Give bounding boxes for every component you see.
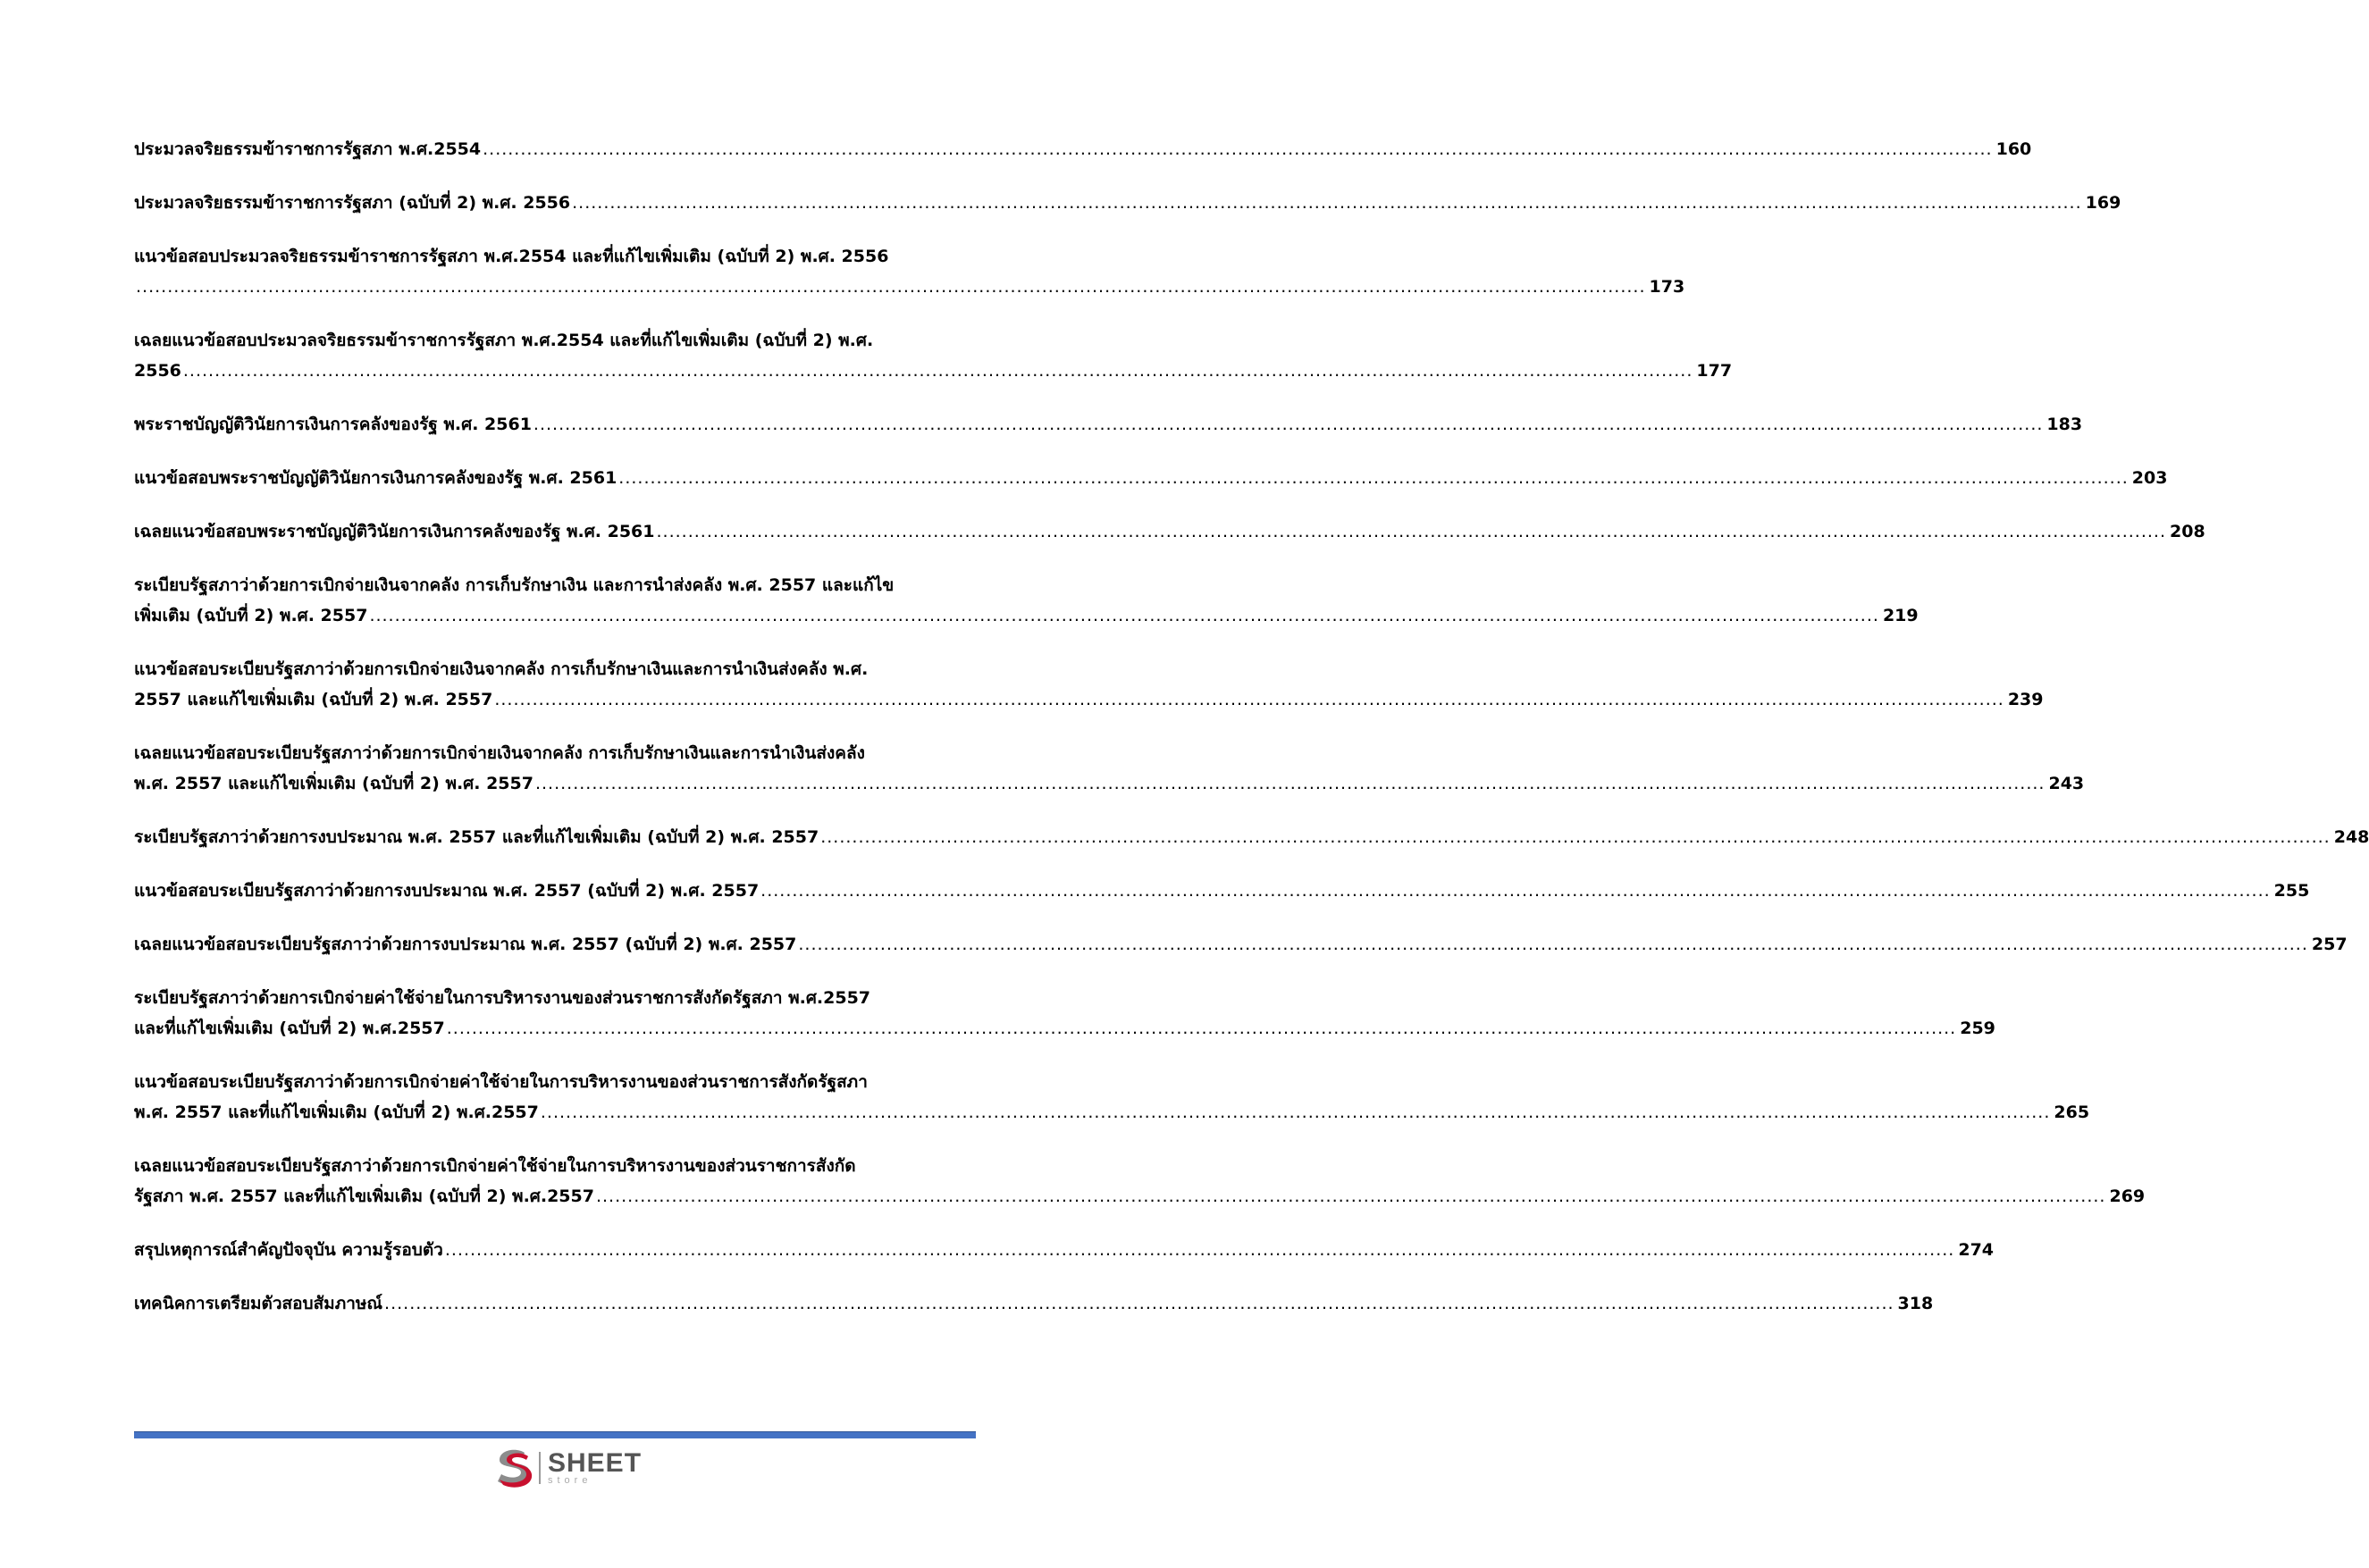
toc-entry[interactable] [134, 134, 2032, 164]
toc-page-number: 177 [1696, 361, 1733, 381]
logo-separator [539, 1452, 541, 1484]
sheet-s-logo-icon [494, 1447, 533, 1488]
toc-entry[interactable] [134, 876, 2310, 906]
toc-entry[interactable] [134, 188, 2121, 218]
dot-leader [618, 463, 2129, 493]
toc-entry[interactable] [134, 1235, 1995, 1265]
toc-entry[interactable] [134, 822, 2369, 852]
toc-entry-title-line: แนวข้อสอบระเบียบรัฐสภาว่าด้วยการเบิกจ่ายเงินจากคลัง การเก็บรักษาเงินและการนำเงินส่งคลัง พ.ศ. [134, 659, 869, 679]
toc-page-number: 269 [2109, 1186, 2146, 1206]
toc-entry-title: 2556 [134, 361, 181, 381]
footer-rule [134, 1431, 976, 1438]
toc-entry-last-line [134, 272, 1685, 302]
toc-entry-last-line [134, 409, 2083, 440]
dot-leader [596, 1181, 2106, 1212]
dot-leader [447, 1013, 1957, 1044]
toc-entry-title: เฉลยแนวข้อสอบระเบียบรัฐสภาว่าด้วยการงบประมาณ พ.ศ. 2557 (ฉบับที่ 2) พ.ศ. 2557 [134, 935, 797, 954]
toc-entry-title: และที่แก้ไขเพิ่มเติม (ฉบับที่ 2) พ.ศ.2557 [134, 1019, 445, 1038]
toc-entry-last-line [134, 684, 2044, 715]
toc-entry[interactable] [134, 738, 2085, 799]
toc-page-number: 169 [2085, 193, 2121, 213]
toc-entry[interactable] [134, 516, 2205, 547]
toc-entry-title-line: เฉลยแนวข้อสอบระเบียบรัฐสภาว่าด้วยการเบิกจ่ายค่าใช้จ่ายในการบริหารงานของส่วนราชการสังกัด [134, 1156, 856, 1176]
dot-leader [572, 188, 2082, 218]
toc-page-number: 259 [1960, 1019, 1995, 1038]
toc-entry-title: ประมวลจริยธรรมข้าราชการรัฐสภา พ.ศ.2554 [134, 139, 482, 159]
toc-entry[interactable] [134, 929, 2348, 960]
dot-leader [533, 409, 2044, 440]
toc-entry[interactable] [134, 409, 2083, 440]
toc-entry-title-line: เฉลยแนวข้อสอบระเบียบรัฐสภาว่าด้วยการเบิกจ่ายเงินจากคลัง การเก็บรักษาเงินและการนำเงินส่งคลัง [134, 743, 865, 763]
toc-entry[interactable] [134, 463, 2168, 493]
dot-leader [183, 356, 1693, 386]
dot-leader [445, 1235, 1955, 1265]
dot-leader [384, 1288, 1894, 1319]
dot-leader [535, 768, 2046, 799]
toc-page-number: 239 [2007, 690, 2044, 709]
dot-leader [760, 876, 2271, 906]
toc-entry-title: แนวข้อสอบพระราชบัญญัติวินัยการเงินการคลังของรัฐ พ.ศ. 2561 [134, 468, 617, 488]
toc-entry-title: เทคนิคการเตรียมตัวสอบสัมภาษณ์ [134, 1294, 383, 1313]
toc-entry-title-line: เฉลยแนวข้อสอบประมวลจริยธรรมข้าราชการรัฐสภา พ.ศ.2554 และที่แก้ไขเพิ่มเติม (ฉบับที่ 2) พ.ศ. [134, 331, 874, 350]
toc-page-number: 160 [1995, 139, 2032, 159]
toc-entry-title: สรุปเหตุการณ์สำคัญปัจจุบัน ความรู้รอบตัว [134, 1240, 443, 1260]
toc-page-number: 203 [2131, 468, 2168, 488]
dot-leader [798, 929, 2308, 960]
toc-entry[interactable] [134, 654, 2044, 715]
toc-entry-last-line [134, 876, 2310, 906]
toc-entry-last-line [134, 134, 2032, 164]
toc-entry-last-line [134, 822, 2369, 852]
dot-leader [820, 822, 2331, 852]
toc-entry-title: พ.ศ. 2557 และแก้ไขเพิ่มเติม (ฉบับที่ 2) พ.ศ. 2557 [134, 774, 533, 793]
table-of-contents [134, 134, 2369, 1342]
toc-entry-last-line [134, 1097, 2090, 1128]
toc-entry-title: แนวข้อสอบระเบียบรัฐสภาว่าด้วยการงบประมาณ พ.ศ. 2557 (ฉบับที่ 2) พ.ศ. 2557 [134, 881, 760, 901]
toc-entry[interactable] [134, 1151, 2146, 1212]
brand-text [548, 1450, 642, 1486]
toc-page-number: 243 [2048, 774, 2085, 793]
toc-entry-title-line: แนวข้อสอบระเบียบรัฐสภาว่าด้วยการเบิกจ่ายค่าใช้จ่ายในการบริหารงานของส่วนราชการสังกัดรัฐสภา [134, 1072, 868, 1092]
toc-page-number: 318 [1897, 1294, 1934, 1313]
toc-page-number: 208 [2170, 522, 2205, 541]
toc-entry-title: ระเบียบรัฐสภาว่าด้วยการงบประมาณ พ.ศ. 2557 และที่แก้ไขเพิ่มเติม (ฉบับที่ 2) พ.ศ. 2557 [134, 827, 819, 847]
toc-entry-title: รัฐสภา พ.ศ. 2557 และที่แก้ไขเพิ่มเติม (ฉบับที่ 2) พ.ศ.2557 [134, 1186, 594, 1206]
toc-entry-title: 2557 และแก้ไขเพิ่มเติม (ฉบับที่ 2) พ.ศ. 2557 [134, 690, 493, 709]
toc-page-number: 274 [1958, 1240, 1995, 1260]
dot-leader [541, 1097, 2051, 1128]
sheet-store-logo [494, 1446, 646, 1490]
toc-entry[interactable] [134, 570, 1919, 631]
toc-page-number: 265 [2054, 1103, 2090, 1122]
toc-page-number: 219 [1882, 606, 1919, 625]
toc-entry-last-line [134, 600, 1919, 631]
toc-entry-title: พระราชบัญญัติวินัยการเงินการคลังของรัฐ พ.ศ. 2561 [134, 415, 532, 434]
dot-leader [483, 134, 1993, 164]
toc-entry-last-line [134, 356, 1733, 386]
toc-entry[interactable] [134, 241, 1685, 302]
dot-leader [369, 600, 1879, 631]
toc-entry-last-line [134, 768, 2085, 799]
toc-entry-title-line: ระเบียบรัฐสภาว่าด้วยการเบิกจ่ายเงินจากคลัง การเก็บรักษาเงิน และการนำส่งคลัง พ.ศ. 2557 และแก้ไข [134, 575, 895, 595]
toc-entry-title: ประมวลจริยธรรมข้าราชการรัฐสภา (ฉบับที่ 2) พ.ศ. 2556 [134, 193, 571, 213]
toc-entry[interactable] [134, 983, 1995, 1044]
toc-entry-last-line [134, 463, 2168, 493]
toc-entry[interactable] [134, 1067, 2090, 1128]
toc-entry-title-line: แนวข้อสอบประมวลจริยธรรมข้าราชการรัฐสภา พ.ศ.2554 และที่แก้ไขเพิ่มเติม (ฉบับที่ 2) พ.ศ. 2556 [134, 247, 889, 266]
brand-subname: store [548, 1475, 592, 1486]
toc-entry-last-line [134, 1181, 2146, 1212]
toc-entry-title: พ.ศ. 2557 และที่แก้ไขเพิ่มเติม (ฉบับที่ 2) พ.ศ.2557 [134, 1103, 539, 1122]
toc-page-number: 257 [2311, 935, 2348, 954]
toc-entry-last-line [134, 516, 2205, 547]
toc-entry-last-line [134, 1235, 1995, 1265]
toc-entry-last-line [134, 1013, 1995, 1044]
toc-entry-title: เฉลยแนวข้อสอบพระราชบัญญัติวินัยการเงินการคลังของรัฐ พ.ศ. 2561 [134, 522, 655, 541]
dot-leader [136, 272, 1646, 302]
toc-entry-title-line: ระเบียบรัฐสภาว่าด้วยการเบิกจ่ายค่าใช้จ่ายในการบริหารงานของส่วนราชการสังกัดรัฐสภา พ.ศ.2557 [134, 988, 871, 1008]
toc-entry[interactable] [134, 325, 1733, 386]
toc-entry-last-line [134, 188, 2121, 218]
toc-entry-title: เพิ่มเติม (ฉบับที่ 2) พ.ศ. 2557 [134, 606, 368, 625]
toc-entry[interactable] [134, 1288, 1934, 1319]
dot-leader [657, 516, 2167, 547]
dot-leader [494, 684, 2004, 715]
toc-page-number: 255 [2273, 881, 2310, 901]
brand-name: SHEET [548, 1448, 643, 1478]
toc-page-number: 173 [1649, 277, 1685, 297]
toc-entry-last-line [134, 1288, 1934, 1319]
toc-entry-last-line [134, 929, 2348, 960]
toc-page-number: 248 [2333, 827, 2369, 847]
toc-page-number: 183 [2046, 415, 2083, 434]
